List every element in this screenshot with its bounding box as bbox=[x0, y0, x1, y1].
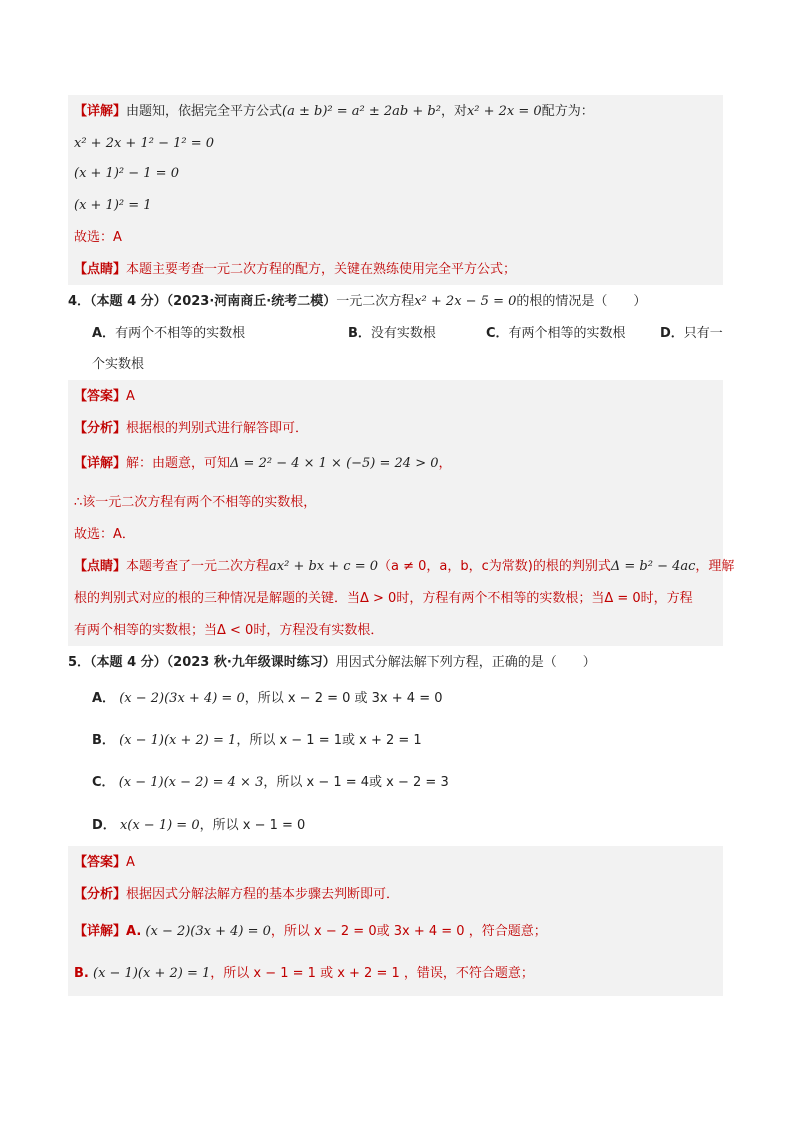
answer-tag: 【答案】 bbox=[74, 389, 127, 404]
step-1: x² + 2x + 1² − 1² = 0 bbox=[74, 136, 215, 151]
question-meta: （本题 4 分）（2023·河南商丘·统考二模） bbox=[90, 294, 337, 309]
choice-line: 故选：A bbox=[74, 230, 122, 245]
choice-line: 故选：A． bbox=[74, 527, 135, 542]
answer-value: A bbox=[126, 855, 135, 870]
option-b[interactable]: B． (x − 1)(x + 2) = 1，所以 x − 1 = 1或 x + 2 = 1 bbox=[92, 733, 422, 748]
answer-line bbox=[74, 388, 135, 406]
equation: x² + 2x − 5 = 0 bbox=[414, 294, 517, 309]
analysis-tag: 【分析】 bbox=[74, 421, 127, 436]
question-4-stem: 4．（本题 4 分）（2023·河南商丘·统考二模）一元二次方程x² + 2x − 5 = 0的根的情况是（ ） bbox=[68, 294, 647, 309]
option-d[interactable]: D． x(x − 1) = 0，所以 x − 1 = 0 bbox=[92, 818, 306, 833]
comment-line: 【点睛】本题考查了一元二次方程ax² + bx + c = 0（a ≠ 0，a，b，c为常数)的根的判别式Δ = b² − 4ac，理解 bbox=[74, 559, 735, 574]
detail-line-b: B. (x − 1)(x + 2) = 1，所以 x − 1 = 1 或 x + 2 = 1 ，错误，不符合题意； bbox=[74, 966, 534, 981]
answer-tag: 【答案】 bbox=[74, 855, 127, 870]
option-a[interactable]: A． (x − 2)(3x + 4) = 0，所以 x − 2 = 0 或 3x + 4 = 0 bbox=[92, 691, 443, 706]
option-d-wrap: 个实数根 bbox=[92, 357, 145, 372]
equation: x² + 2x = 0 bbox=[466, 104, 542, 119]
detail-line: 【详解】A. (x − 2)(3x + 4) = 0，所以 x − 2 = 0或 3x + 4 = 0 ，符合题意； bbox=[74, 924, 547, 939]
comment-tag: 【点睛】 bbox=[74, 559, 127, 574]
detail-tag: 【详解】 bbox=[74, 456, 127, 471]
detail-tag: 【详解】 bbox=[74, 104, 127, 119]
option-d[interactable]: D．只有一 bbox=[660, 326, 723, 341]
square-formula: (a ± b)² = a² ± 2ab + b² bbox=[282, 104, 441, 119]
analysis-line: 【分析】根据根的判别式进行解答即可． bbox=[74, 421, 309, 436]
question-meta: （本题 4 分）（2023 秋·九年级课时练习） bbox=[90, 655, 336, 670]
analysis-tag: 【分析】 bbox=[74, 887, 127, 902]
option-b[interactable]: B．没有实数根 bbox=[348, 326, 436, 341]
detail-tag: 【详解】 bbox=[74, 924, 127, 939]
comment-line-2: 根的判别式对应的根的三种情况是解题的关键．当Δ > 0时，方程有两个不相等的实数根；当Δ = 0时，方程 bbox=[74, 591, 693, 606]
option-c[interactable]: C． (x − 1)(x − 2) = 4 × 3，所以 x − 1 = 4或 x − 2 = 3 bbox=[92, 775, 449, 790]
detail-line: 【详解】由题知，依据完全平方公式(a ± b)² = a² ± 2ab + b²，对x² + 2x = 0配方为： bbox=[74, 104, 594, 119]
discriminant-formula: Δ = 2² − 4 × 1 × (−5) = 24 > 0 bbox=[230, 456, 439, 471]
analysis-line: 【分析】根据因式分解法解方程的基本步骤去判断即可． bbox=[74, 887, 400, 902]
option-a[interactable]: A．有两个不相等的实数根 bbox=[92, 326, 246, 341]
step-3: (x + 1)² = 1 bbox=[74, 198, 152, 213]
conclusion-line: ∴该一元二次方程有两个不相等的实数根， bbox=[74, 495, 317, 510]
comment-tag: 【点睛】 bbox=[74, 262, 127, 277]
question-number: 4． bbox=[68, 294, 91, 309]
option-c[interactable]: C．有两个相等的实数根 bbox=[486, 326, 626, 341]
question-number: 5． bbox=[68, 655, 91, 670]
solution-band-1 bbox=[68, 95, 723, 285]
answer-value: A bbox=[126, 389, 135, 404]
choice-value: A bbox=[113, 230, 122, 245]
step-2: (x + 1)² − 1 = 0 bbox=[74, 166, 179, 181]
comment-line: 【点睛】本题主要考查一元二次方程的配方，关键在熟练使用完全平方公式； bbox=[74, 262, 517, 277]
comment-line-3: 有两个相等的实数根；当Δ < 0时，方程没有实数根． bbox=[74, 623, 384, 638]
question-5-stem: 5．（本题 4 分）（2023 秋·九年级课时练习）用因式分解法解下列方程，正确的是（ ） bbox=[68, 655, 596, 670]
answer-line bbox=[74, 854, 135, 872]
detail-line: 【详解】解：由题意，可知Δ = 2² − 4 × 1 × (−5) = 24 > 0， bbox=[74, 456, 452, 471]
